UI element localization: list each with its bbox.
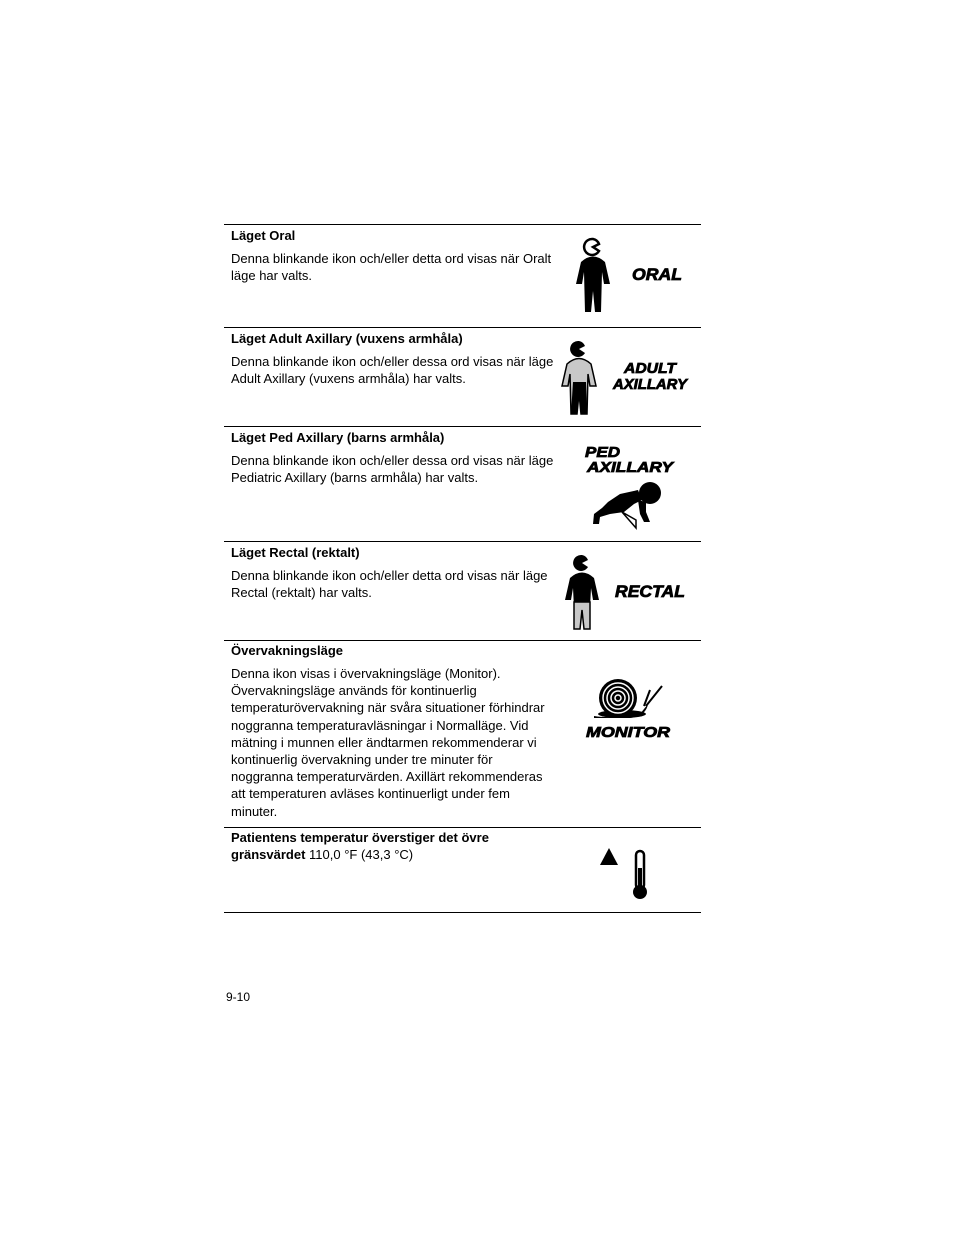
row-description: Denna ikon visas i övervakningsläge (Monitor). Övervakningsläge används för kontinuerlig temperaturövervakning när svåra situationer förhindrar noggranna temperaturavläsningar i Normalläge. Vid mätning i munnen eller ändtarmen rekommenderar vi kontinuerlig övervakning under tre minuter för noggranna temperaturvärden. Axillärt rekommenderas att temperaturen avläses kontinuerligt under fem minuter.: [231, 666, 545, 819]
row-divider: [224, 541, 701, 542]
table-bottom-rule: [224, 912, 701, 913]
oral-label: ORAL: [632, 265, 682, 284]
up-arrow-icon: [600, 848, 618, 865]
table-top-rule: [224, 224, 701, 225]
monitor-snail-icon: [582, 676, 677, 744]
row-divider: [224, 640, 701, 641]
row-title: Läget Ped Axillary (barns armhåla): [231, 430, 445, 445]
ped-axillary-mode-icon: [580, 442, 690, 532]
row-description: Denna blinkande ikon och/eller detta ord visas när Oralt läge har valts.: [231, 251, 552, 284]
oral-mode-icon: [560, 236, 700, 316]
adult-label: ADULT: [622, 360, 678, 377]
high-temperature-thermometer-icon: [596, 846, 656, 902]
rectal-mode-icon: [555, 552, 695, 632]
adult-axillary-mode-icon: [555, 338, 695, 418]
row-divider: [224, 426, 701, 427]
row-title: Läget Oral: [231, 228, 296, 243]
rectal-label: RECTAL: [615, 582, 685, 601]
row-title: [231, 829, 556, 863]
row-title-bold: Patientens temperatur överstiger det övre gränsvärdet: [231, 830, 489, 862]
row-title-value: 110,0 °F (43,3 °C): [305, 847, 414, 862]
axillary-label: AXILLARY: [585, 459, 676, 476]
page-number: 9-10: [226, 990, 251, 1004]
row-divider: [224, 327, 701, 328]
row-title: Läget Adult Axillary (vuxens armhåla): [231, 331, 463, 346]
row-description: Denna blinkande ikon och/eller dessa ord visas när läge Pediatric Axillary (barns armhåla) har valts.: [231, 453, 554, 486]
row-description: Denna blinkande ikon och/eller dessa ord visas när läge Adult Axillary (vuxens armhåla) har valts.: [231, 354, 554, 387]
axillary-label: AXILLARY: [612, 376, 689, 393]
ped-label: PED: [585, 444, 621, 461]
row-divider: [224, 827, 701, 828]
monitor-label: MONITOR: [586, 724, 671, 741]
row-title: Övervakningsläge: [231, 643, 343, 658]
row-description: Denna blinkande ikon och/eller detta ord visas när läge Rectal (rektalt) har valts.: [231, 568, 548, 601]
row-title: Läget Rectal (rektalt): [231, 545, 360, 560]
